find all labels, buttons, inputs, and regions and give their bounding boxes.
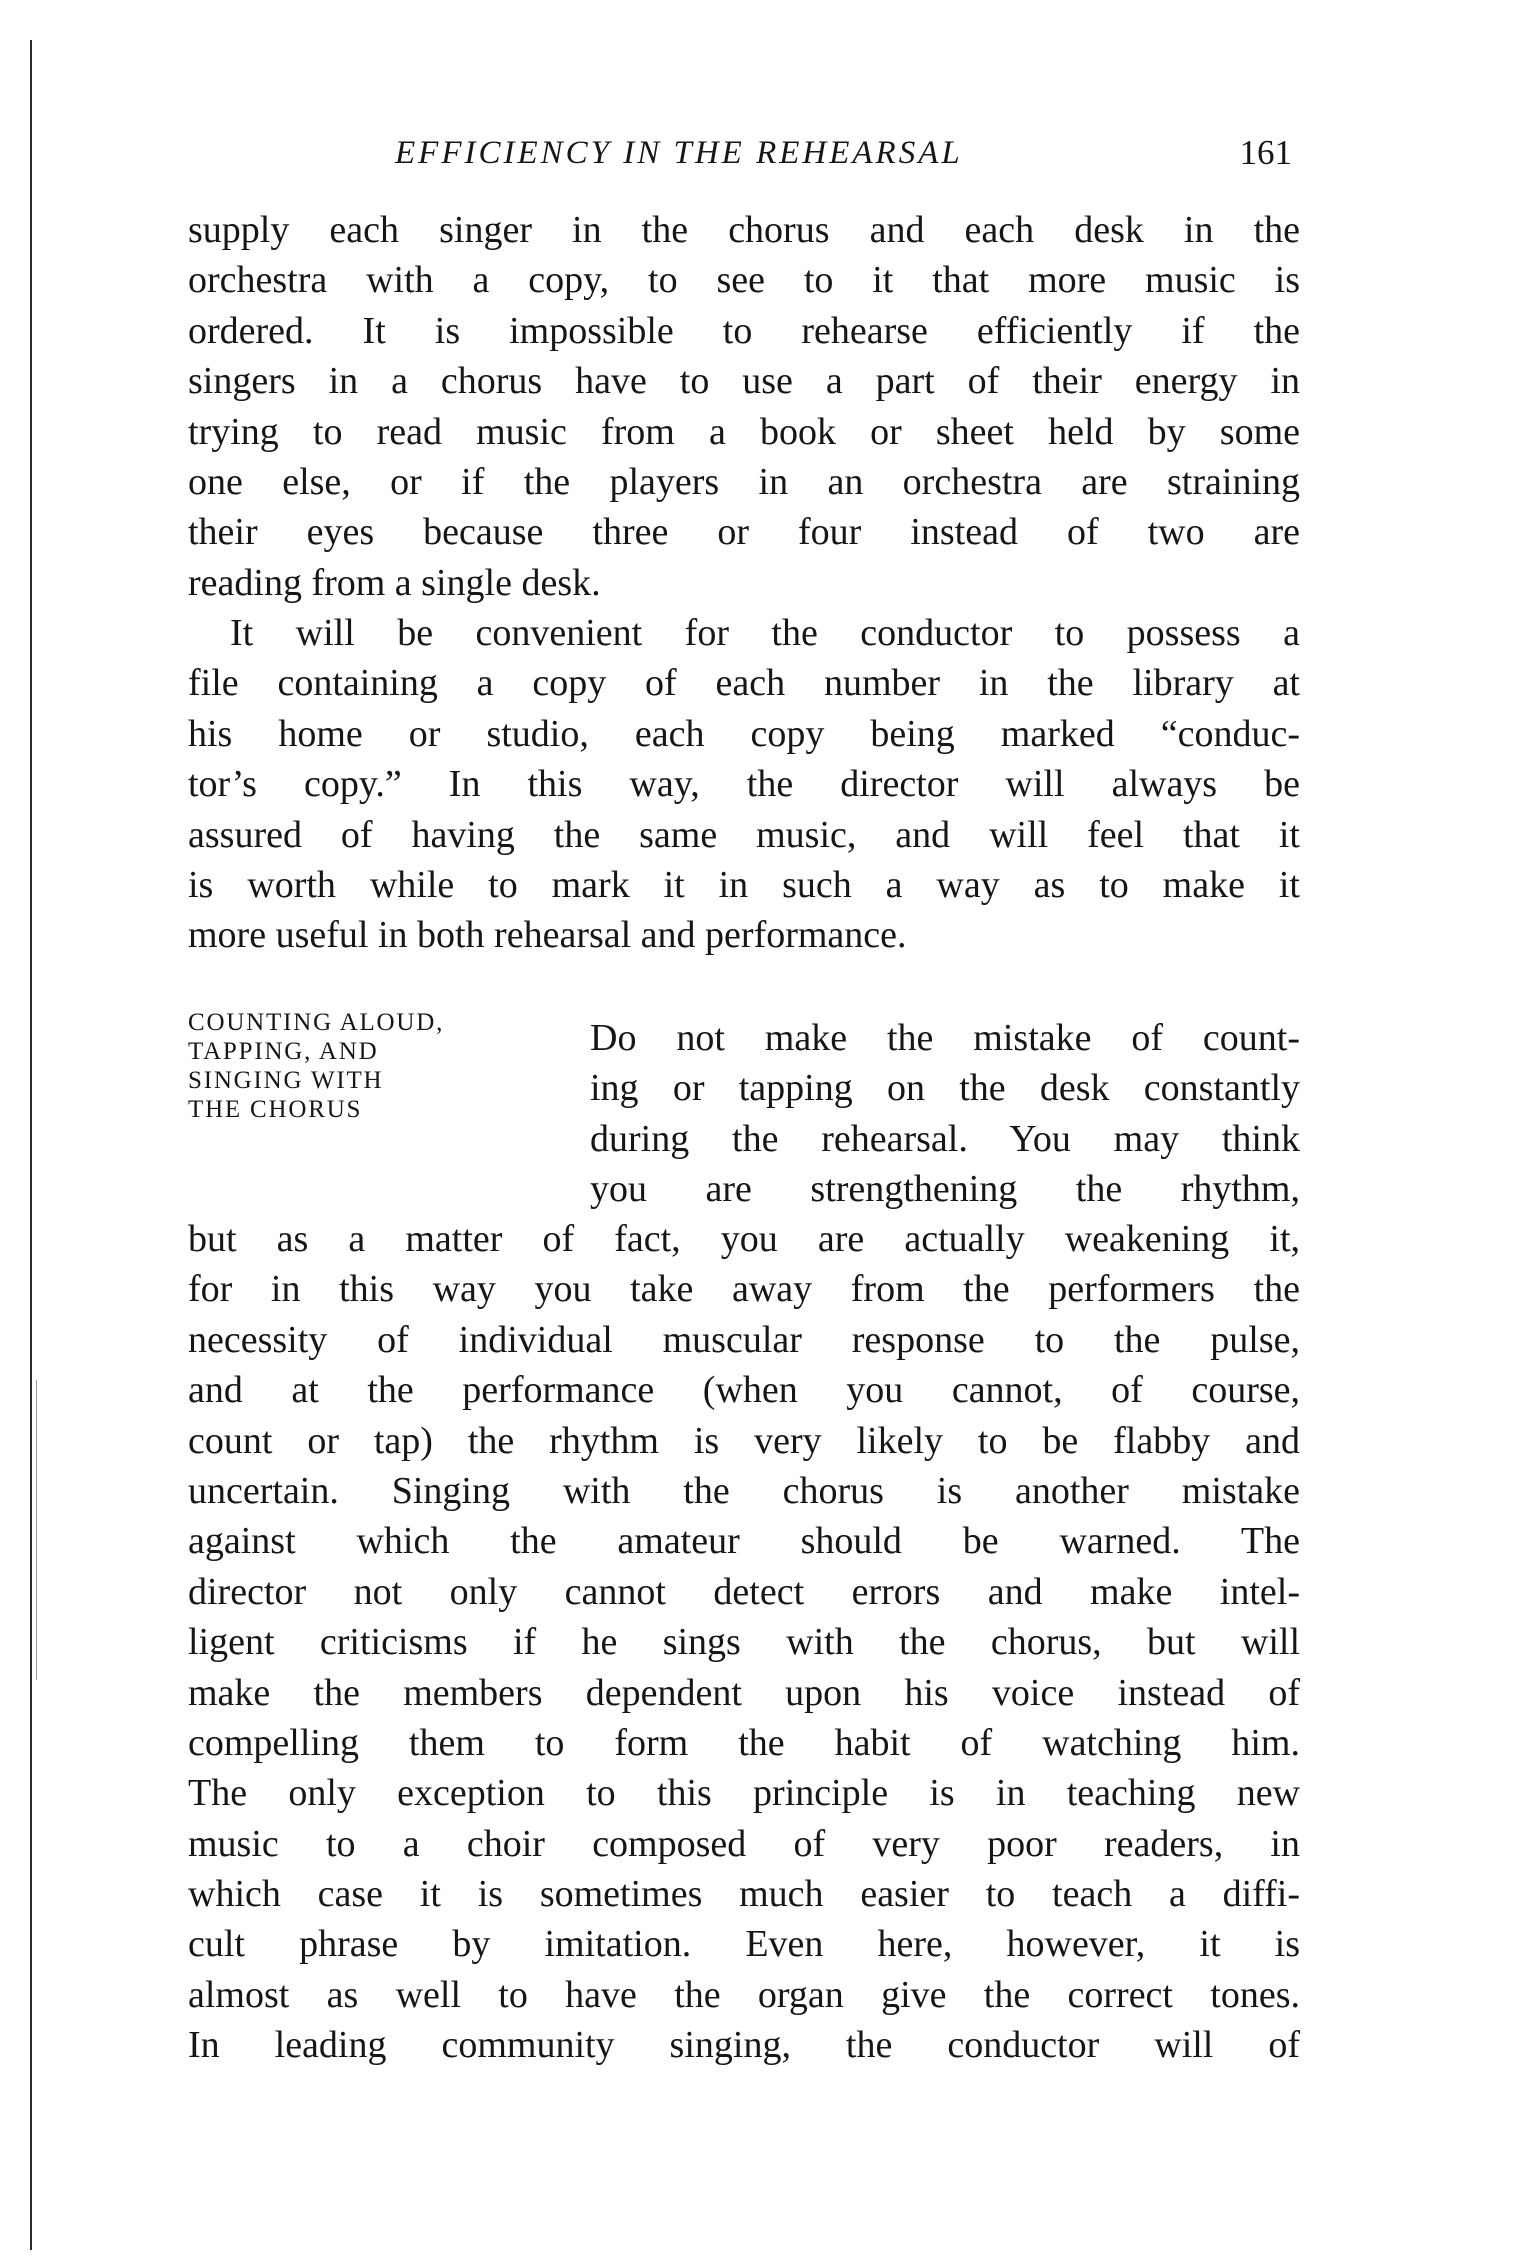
page-binding-edge: [30, 40, 32, 2250]
side-heading: [188, 1008, 568, 1124]
text-line: director not only cannot detect errors and make intel-: [188, 1570, 1300, 1613]
paragraph-3-runin: [590, 1013, 1300, 1215]
page-number: 161: [1239, 133, 1292, 172]
text-line: is worth while to mark it in such a way as to make it: [188, 863, 1300, 906]
text-line: count or tap) the rhythm is very likely to be flabby and: [188, 1419, 1300, 1462]
text-line: necessity of individual muscular response to the pulse,: [188, 1318, 1300, 1361]
text-line: but as a matter of fact, you are actually weakening it,: [188, 1218, 1300, 1260]
page-binding-shadow: [36, 1380, 37, 1680]
text-line: his home or studio, each copy being marked “conduc-: [188, 712, 1300, 755]
text-line: more useful in both rehearsal and performance.: [188, 914, 907, 957]
text-line: make the members dependent upon his voice instead of: [188, 1671, 1300, 1714]
text-line: tor’s copy.” In this way, the director will always be: [188, 763, 1300, 806]
text-line: singers in a chorus have to use a part of their energy in: [188, 360, 1300, 403]
text-line: trying to read music from a book or sheet held by some: [188, 410, 1300, 453]
text-line: ing or tapping on the desk constantly: [590, 1067, 1300, 1110]
text-line: you are strengthening the rhythm,: [590, 1168, 1300, 1211]
text-line: their eyes because three or four instead of two are: [188, 511, 1300, 554]
text-line: cult phrase by imitation. Even here, however, it is: [188, 1923, 1300, 1966]
text-line: ordered. It is impossible to rehearse efficiently if the: [188, 309, 1300, 352]
text-line: reading from a single desk.: [188, 561, 601, 604]
running-head: [185, 128, 1300, 178]
text-line: music to a choir composed of very poor readers, in: [188, 1822, 1300, 1865]
text-line: Do not make the mistake of count-: [590, 1017, 1300, 1059]
running-title: EFFICIENCY IN THE REHEARSAL: [395, 135, 963, 171]
text-line: which case it is sometimes much easier to teach a diffi-: [188, 1873, 1300, 1916]
text-line: file containing a copy of each number in the library at: [188, 662, 1300, 705]
side-heading-line: SINGING WITH: [188, 1067, 384, 1094]
text-line: almost as well to have the organ give the correct tones.: [188, 1973, 1300, 2016]
text-line: for in this way you take away from the performers the: [188, 1268, 1300, 1311]
text-line: and at the performance (when you cannot, of course,: [188, 1369, 1300, 1412]
text-line: against which the amateur should be warned. The: [188, 1520, 1300, 1563]
text-line: orchestra with a copy, to see to it that more music is: [188, 259, 1300, 302]
side-heading-line: COUNTING ALOUD,: [188, 1009, 445, 1036]
paragraph-1: [188, 205, 1300, 608]
paragraph-2: [188, 608, 1300, 961]
text-line: one else, or if the players in an orchestra are straining: [188, 460, 1300, 503]
text-line: compelling them to form the habit of watching him.: [188, 1721, 1300, 1764]
text-line: The only exception to this principle is in teaching new: [188, 1772, 1300, 1815]
text-line: during the rehearsal. You may think: [590, 1117, 1300, 1160]
text-line: In leading community singing, the conductor will of: [188, 2024, 1300, 2067]
side-heading-line: THE CHORUS: [188, 1096, 363, 1123]
text-line: supply each singer in the chorus and each desk in the: [188, 209, 1300, 251]
side-heading-line: TAPPING, AND: [188, 1038, 379, 1065]
paragraph-3: [188, 1214, 1300, 2071]
text-line: ligent criticisms if he sings with the chorus, but will: [188, 1621, 1300, 1664]
text-line: It will be convenient for the conductor to possess a: [230, 612, 1300, 654]
text-line: uncertain. Singing with the chorus is another mistake: [188, 1469, 1300, 1512]
text-line: assured of having the same music, and will feel that it: [188, 813, 1300, 856]
